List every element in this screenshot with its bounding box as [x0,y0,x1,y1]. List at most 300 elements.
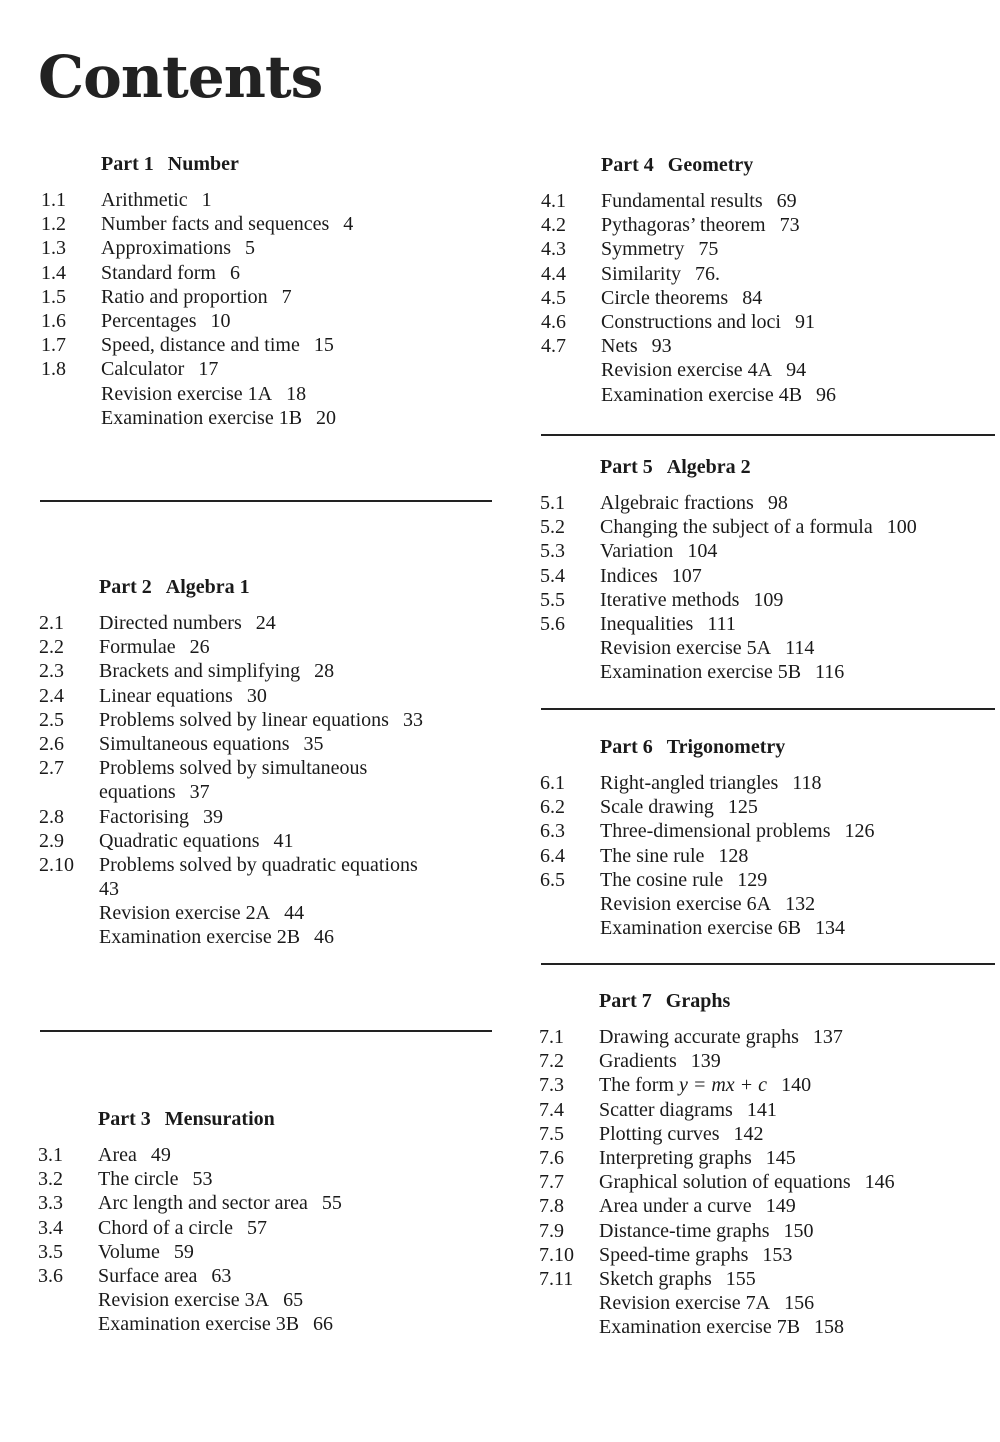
part-name: Geometry [667,154,754,176]
part-3-section [38,1107,342,1337]
section-number: 6.2 [540,796,565,819]
section-number: 7.9 [539,1219,564,1242]
section-number: 5.3 [540,540,565,563]
section-number: 1.8 [41,358,66,381]
toc-entry[interactable] [541,310,836,334]
section-number: 4.4 [541,262,566,285]
divider [541,708,995,710]
page-number: 128 [718,844,749,867]
entry-title: Symmetry [601,238,685,261]
page-number: 126 [844,820,875,843]
section-number: 1.4 [41,261,66,284]
entry-title: Chord of a circle [98,1216,233,1239]
page-number: 91 [794,310,815,333]
toc-entry[interactable] [539,1025,895,1049]
toc-entry[interactable] [539,1073,895,1097]
toc-entry[interactable] [540,819,875,843]
entry-title: Surface area [98,1264,198,1287]
entry-title: Interpreting graphs [599,1146,752,1169]
toc-entry[interactable] [541,237,836,261]
toc-entry[interactable] [38,1167,342,1191]
page-number: 75 [698,238,719,261]
entry-title: Variation [600,540,674,563]
page-number: 149 [765,1195,796,1218]
entry-title: Standard form [101,261,216,284]
entry-title: Scatter diagrams [599,1098,733,1121]
entry-title-continued: equations [99,781,176,804]
section-number: 1.7 [41,334,66,357]
divider [40,500,492,502]
section-number: 2.6 [39,732,64,755]
page-number: 93 [651,335,672,358]
section-number [541,383,601,407]
section-number: 7.4 [539,1098,564,1121]
section-number: 7.10 [539,1243,574,1266]
toc-entry[interactable] [41,236,353,260]
part-6-section [540,735,875,940]
page-number: 137 [812,1026,843,1048]
part-label: Part 5 [600,456,653,478]
section-number [539,1315,599,1339]
section-number: 5.5 [540,588,565,611]
page-number: 33 [402,708,423,731]
page-number: 20 [316,406,337,429]
toc-entry[interactable] [540,660,917,684]
entry-title: Ratio and proportion [101,285,268,308]
divider [541,963,995,965]
part-1-section [41,152,353,430]
page-number: 76. [695,262,720,285]
entry-title: Area [98,1144,137,1166]
section-number: 4.5 [541,286,566,309]
entry-title: Pythagoras’ theorem [601,214,766,237]
section-number: 3.1 [38,1144,63,1166]
section-number: 4.1 [541,190,566,212]
toc-entry[interactable] [41,357,353,381]
toc-entry[interactable] [39,659,423,683]
section-number: 2.2 [39,636,64,659]
entry-title: Revision exercise 5A [600,637,772,660]
page-number: 6 [229,261,240,284]
toc-entry[interactable] [541,383,836,407]
entry-title: Formulae [99,636,176,659]
section-number [540,892,600,916]
page-number: 65 [283,1289,304,1312]
page-number: 155 [725,1267,756,1290]
part-heading [599,989,895,1013]
page-number: 4 [343,213,354,236]
page-number: 39 [203,805,223,828]
toc-entry[interactable] [539,1219,895,1243]
toc-entry[interactable] [540,916,875,940]
entry-title: Examination exercise 4B [601,383,803,406]
section-number [540,916,600,940]
part-name: Algebra 1 [165,576,250,598]
entry-title: Revision exercise 1A [101,382,273,405]
entry-title: Calculator [101,358,185,381]
section-number [541,358,601,382]
page-number: 26 [189,636,210,659]
section-number: 2.4 [39,684,64,707]
page-number: 49 [150,1144,171,1166]
entry-title: Revision exercise 7A [599,1292,771,1315]
section-number: 7.2 [539,1050,564,1073]
toc-entry[interactable] [39,925,423,949]
entry-title: Speed-time graphs [599,1243,749,1266]
toc-entry[interactable] [38,1216,342,1240]
page-number: 118 [792,772,822,794]
toc-entry[interactable] [539,1315,895,1339]
page-number: 109 [753,588,784,611]
page-number: 28 [314,660,335,683]
page-number: 57 [246,1216,267,1239]
page-number: 66 [313,1313,334,1336]
entry-title: Problems solved by simultaneous [99,757,368,780]
toc-entry[interactable] [39,901,423,925]
entry-title: Area under a curve [599,1195,752,1218]
toc-entry[interactable] [540,844,875,868]
section-number: 3.3 [38,1192,63,1215]
entry-title: Problems solved by quadratic equations [99,853,418,876]
toc-entry[interactable] [540,771,875,795]
entry-title: Graphical solution of equations [599,1171,851,1194]
page-number: 158 [814,1316,845,1339]
toc-entry[interactable] [540,564,917,588]
toc-entry[interactable] [539,1267,895,1291]
page-number: 37 [189,781,210,804]
page-number: 18 [286,382,307,405]
toc-entry[interactable] [41,261,353,285]
page-number: 156 [784,1292,815,1315]
entry-title: Problems solved by linear equations [99,708,389,731]
entry-title: Examination exercise 6B [600,917,802,940]
entry-title: Gradients [599,1050,677,1073]
page-number: 35 [303,732,324,755]
entry-title: Percentages [101,309,197,332]
section-number: 3.6 [38,1264,63,1287]
part-name: Algebra 2 [666,456,751,478]
toc-entry[interactable] [38,1240,342,1264]
entry-title: Linear equations [99,684,233,707]
part-name: Number [167,153,239,175]
entry-title: Revision exercise 6A [600,892,772,915]
page-number: 125 [727,796,758,819]
section-number: 7.5 [539,1122,564,1145]
entry-title: Volume [98,1240,160,1263]
part-heading [101,152,353,176]
section-number: 3.5 [38,1240,63,1263]
toc-entry[interactable] [539,1098,895,1122]
entry-title: Plotting curves [599,1122,720,1145]
section-number: 2.3 [39,660,64,683]
toc-entry[interactable] [539,1170,895,1194]
toc-entry[interactable] [541,334,836,358]
section-number: 7.7 [539,1171,564,1194]
part-4-section [541,153,836,407]
section-number: 2.1 [39,612,64,634]
entry-title: The circle [98,1168,179,1191]
entry-title: Examination exercise 5B [600,661,802,684]
section-number: 7.6 [539,1146,564,1169]
page-number: 41 [273,829,294,852]
page-number: 44 [284,902,305,925]
page-number: 1 [201,189,212,211]
section-number: 2.10 [39,853,74,876]
toc-entry[interactable] [39,708,423,732]
section-number: 7.8 [539,1195,564,1218]
toc-entry[interactable] [539,1243,895,1267]
section-number: 6.3 [540,820,565,843]
toc-entry[interactable] [541,262,836,286]
entry-title: Directed numbers [99,612,242,634]
entry-title: Drawing accurate graphs [599,1026,799,1048]
page-number: 111 [707,612,736,635]
section-number [540,660,600,684]
page-number: 140 [781,1074,812,1097]
toc-entry[interactable] [539,1146,895,1170]
part-heading [98,1107,342,1131]
toc-entry[interactable] [540,868,875,892]
toc-entry[interactable] [541,189,836,213]
entry-title: Examination exercise 7B [599,1316,801,1339]
section-number: 5.4 [540,564,565,587]
section-number [39,901,99,925]
entry-title: Arc length and sector area [98,1192,308,1215]
toc-entry[interactable] [39,756,423,804]
part-label: Part 4 [601,154,654,176]
page-number: 63 [211,1264,232,1287]
section-number: 3.4 [38,1216,63,1239]
section-number: 4.2 [541,214,566,237]
toc-entry[interactable] [540,795,875,819]
page-number: 141 [746,1098,777,1121]
section-number: 6.1 [540,772,565,794]
page-number: 142 [733,1122,764,1145]
part-label: Part 3 [98,1108,151,1130]
toc-entry[interactable] [38,1264,342,1288]
entry-title: Number facts and sequences [101,213,330,236]
page-number: 145 [765,1146,796,1169]
entry-title: Approximations [101,237,231,260]
section-number: 5.6 [540,612,565,635]
page-number: 43 [99,878,119,901]
toc-entry[interactable] [539,1194,895,1218]
part-5-section [540,455,917,685]
entry-title: Quadratic equations [99,829,260,852]
section-number: 4.3 [541,238,566,261]
page-number: 100 [886,516,917,539]
section-number: 1.1 [41,189,66,211]
toc-entry[interactable] [541,286,836,310]
part-7-section [539,989,895,1339]
section-number [41,382,101,406]
page-number: 150 [783,1219,814,1242]
entry-title: Changing the subject of a formula [600,516,873,539]
section-number: 7.3 [539,1074,564,1097]
section-number: 6.5 [540,868,565,891]
divider [541,434,995,436]
entry-title: Examination exercise 2B [99,926,301,949]
section-number: 2.7 [39,757,64,780]
part-label: Part 1 [101,153,154,175]
section-number: 1.6 [41,309,66,332]
entry-title: Scale drawing [600,796,714,819]
page-number: 139 [690,1050,721,1073]
section-number: 4.7 [541,335,566,358]
entry-title: Fundamental results [601,190,763,212]
page-number: 10 [210,309,231,332]
part-heading [601,153,836,177]
page-number: 24 [255,612,276,634]
part-heading [99,575,423,599]
page-number: 114 [785,637,815,660]
toc-entry[interactable] [541,358,836,382]
section-number: 5.2 [540,516,565,539]
section-number: 2.8 [39,805,64,828]
section-number [38,1312,98,1336]
entry-title: Nets [601,335,638,358]
toc-entry[interactable] [39,732,423,756]
part-name: Graphs [665,990,731,1012]
entry-title: Constructions and loci [601,310,781,333]
entry-title: The form [599,1074,679,1097]
page-number: 55 [321,1192,342,1215]
entry-title: Right-angled triangles [600,772,779,794]
toc-entry[interactable] [39,611,423,635]
page-number: 153 [762,1243,793,1266]
page-number: 129 [737,868,768,891]
toc-entry[interactable] [540,588,917,612]
page-number: 15 [313,334,334,357]
divider [40,1030,492,1032]
entry-title: Algebraic fractions [600,492,754,514]
page-number: 84 [742,286,763,309]
page-number: 69 [776,190,797,212]
page-number: 30 [246,684,267,707]
entry-title: Factorising [99,805,189,828]
toc-entry[interactable] [41,382,353,406]
section-number [539,1291,599,1315]
toc-entry[interactable] [38,1191,342,1215]
page-number: 96 [816,383,837,406]
toc-entry[interactable] [540,636,917,660]
entry-title: Similarity [601,262,681,285]
entry-title: Revision exercise 4A [601,359,773,382]
page-number: 5 [245,237,255,260]
toc-entry[interactable] [39,684,423,708]
toc-entry[interactable] [39,635,423,659]
toc-entry[interactable] [41,406,353,430]
page-number: 59 [173,1240,194,1263]
section-number [41,406,101,430]
page-number: 53 [192,1168,213,1191]
toc-entry[interactable] [41,309,353,333]
section-number [38,1288,98,1312]
entry-title: Distance-time graphs [599,1219,770,1242]
part-name: Trigonometry [666,736,786,758]
entry-title: Indices [600,564,658,587]
page-number: 146 [864,1171,895,1194]
toc-entry[interactable] [38,1288,342,1312]
part-name: Mensuration [164,1108,275,1130]
section-number: 7.11 [539,1267,574,1290]
toc-entry[interactable] [41,212,353,236]
entry-title: Simultaneous equations [99,732,290,755]
part-2-section [39,575,423,950]
section-number: 4.6 [541,310,566,333]
toc-entry[interactable] [540,892,875,916]
part-heading [600,455,917,479]
toc-entry[interactable] [540,515,917,539]
part-label: Part 7 [599,990,652,1012]
section-number: 3.2 [38,1168,63,1191]
entry-title: Circle theorems [601,286,729,309]
page-number: 104 [687,540,718,563]
part-heading [600,735,875,759]
toc-entry[interactable] [540,612,917,636]
entry-title: The cosine rule [600,868,724,891]
toc-entry[interactable] [41,333,353,357]
entry-title: Revision exercise 2A [99,902,271,925]
entry-title: Sketch graphs [599,1267,712,1290]
toc-entry[interactable] [539,1291,895,1315]
page-number: 46 [314,926,335,949]
toc-entry[interactable] [539,1122,895,1146]
page-number: 107 [671,564,702,587]
toc-entry[interactable] [39,829,423,853]
toc-entry[interactable] [38,1143,342,1167]
section-number: 2.9 [39,829,64,852]
toc-entry[interactable] [41,285,353,309]
page-number: 17 [198,358,219,381]
part-label: Part 2 [99,576,152,598]
entry-title: Three-dimensional problems [600,820,831,843]
page-number: 73 [779,214,800,237]
page-number: 116 [815,661,845,684]
toc-entry[interactable] [39,853,423,901]
entry-title: Revision exercise 3A [98,1289,270,1312]
entry-title: The sine rule [600,844,705,867]
page-title: Contents [38,43,323,111]
section-number: 6.4 [540,844,565,867]
section-number: 1.3 [41,237,66,260]
entry-title: Iterative methods [600,588,740,611]
section-number: 5.1 [540,492,565,514]
toc-entry[interactable] [539,1049,895,1073]
section-number: 1.5 [41,285,66,308]
section-number: 7.1 [539,1026,564,1048]
toc-entry[interactable] [540,539,917,563]
entry-title: Speed, distance and time [101,334,300,357]
section-number: 2.5 [39,708,64,731]
toc-entry[interactable] [541,213,836,237]
math-expression: y = mx + c [678,1074,768,1097]
toc-entry[interactable] [38,1312,342,1336]
entry-title: Inequalities [600,612,694,635]
entry-title: Arithmetic [101,189,188,211]
section-number [39,925,99,949]
page-number: 132 [785,892,816,915]
toc-entry[interactable] [41,188,353,212]
entry-title: Examination exercise 3B [98,1313,300,1336]
section-number: 1.2 [41,213,66,236]
entry-title: Brackets and simplifying [99,660,301,683]
entry-title: Examination exercise 1B [101,406,303,429]
toc-entry[interactable] [39,805,423,829]
page-number: 98 [767,492,788,514]
toc-entry[interactable] [540,491,917,515]
section-number [540,636,600,660]
